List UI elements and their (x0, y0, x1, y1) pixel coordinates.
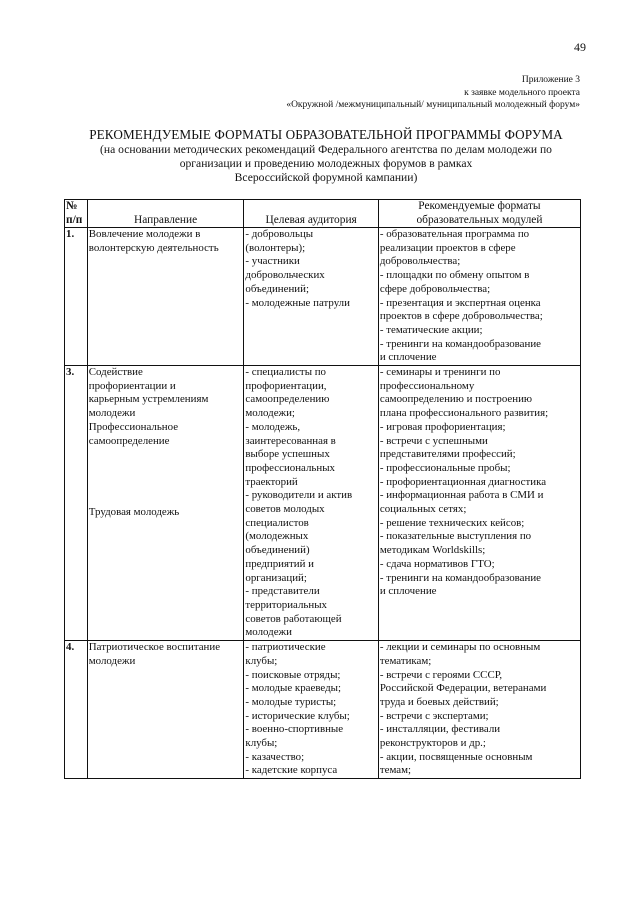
cell-line: - молодые краеведы; (245, 682, 341, 695)
row-audience (244, 641, 378, 779)
cell-line: - образовательная программа по (379, 228, 530, 240)
cell-line: - добровольцы (245, 228, 314, 240)
cell-line: Содействие (88, 366, 143, 379)
cell-line: Профессиональное (88, 420, 179, 433)
appendix-line: «Окружной /межмуниципальный/ муниципальный молодежный форум» (286, 100, 580, 110)
cell-line: - встречи с героями СССР, (379, 668, 503, 681)
row-number: 3. (65, 366, 88, 641)
cell-line: профориентации, (245, 379, 327, 392)
spacer (89, 448, 243, 477)
cell-line: молодежи (88, 654, 136, 667)
row-direction (87, 641, 244, 779)
cell-line: карьерным устремлениям (88, 393, 209, 406)
table-row (65, 641, 581, 779)
cell-line: профессиональных (245, 461, 335, 474)
spacer (89, 477, 243, 506)
row-direction (87, 228, 244, 366)
cell-line: - поисковые отряды; (245, 668, 341, 681)
cell-line: - информационная работа в СМИ и (379, 489, 544, 502)
header-formats (378, 200, 580, 228)
table-row (65, 228, 581, 366)
cell-line: - тренинги на командообразование (379, 337, 541, 350)
cell-line: - профессиональные пробы; (379, 461, 511, 474)
cell-line: молодежи (245, 626, 292, 639)
page-number: 49 (574, 40, 586, 54)
cell-line: труда и боевых действий; (379, 695, 499, 708)
header-formats-line: образовательных модулей (416, 213, 543, 226)
row-formats (378, 366, 580, 641)
cell-line: (молодежных (245, 530, 309, 543)
cell-line: траекторий (245, 475, 298, 488)
cell-line: - руководители и актив (245, 489, 353, 502)
cell-line: заинтересованная в (245, 434, 336, 447)
cell-line: Вовлечение молодежи в (88, 228, 201, 240)
cell-line: реконструкторов и др.; (379, 737, 486, 750)
cell-line: - решение технических кейсов; (379, 516, 525, 529)
row-direction (87, 366, 244, 641)
cell-line: (волонтеры); (245, 241, 306, 254)
document-heading (60, 127, 592, 185)
cell-line: представителями профессий; (379, 448, 516, 461)
cell-line: - специалисты по (245, 366, 327, 379)
cell-line: - участники (245, 255, 300, 268)
cell-line: специалистов (245, 516, 309, 529)
cell-line: Российской Федерации, ветеранами (379, 682, 547, 695)
cell-line: - сдача нормативов ГТО; (379, 557, 495, 570)
cell-line: сфере добровольчества; (379, 282, 491, 295)
document-title: РЕКОМЕНДУЕМЫЕ ФОРМАТЫ ОБРАЗОВАТЕЛЬНОЙ ПРОГРАММЫ ФОРУМА (89, 127, 563, 142)
cell-line: проектов в сфере добровольчества; (379, 310, 543, 323)
cell-line: Патриотическое воспитание (88, 641, 221, 654)
formats-table (64, 199, 581, 779)
cell-line: - представители (245, 585, 320, 598)
row-formats (378, 228, 580, 366)
cell-line: - площадки по обмену опытом в (379, 269, 530, 282)
cell-line: клубы; (245, 737, 278, 750)
cell-line: добровольческих (245, 269, 325, 282)
row-number: 4. (65, 641, 88, 779)
subtitle-line: (на основании методических рекомендаций Федерального агентства по делам молодежи по (100, 143, 552, 156)
cell-line: профессиональному (379, 379, 475, 392)
cell-line: молодежи; (245, 407, 295, 420)
subtitle-line: организации и проведению молодежных форумов в рамках (179, 157, 473, 170)
cell-line: самоопределению и построению (379, 393, 533, 406)
cell-line: территориальных (245, 598, 327, 611)
cell-line: - встречи с экспертами; (379, 709, 489, 722)
cell-line: объединений) (245, 544, 310, 557)
header-audience: Целевая аудитория (244, 200, 378, 228)
cell-line: и сплочение (379, 351, 437, 364)
cell-line: тематикам; (379, 654, 432, 667)
table-header-row (65, 200, 581, 228)
cell-line: социальных сетях; (379, 503, 467, 516)
row-formats (378, 641, 580, 779)
cell-line: - военно-спортивные (245, 723, 344, 736)
header-num-line: п/п (66, 213, 83, 226)
cell-line: - лекции и семинары по основным (379, 641, 541, 654)
header-direction: Направление (87, 200, 244, 228)
document-subtitle (60, 143, 592, 185)
cell-line: советов работающей (245, 612, 342, 625)
cell-line: - кадетские корпуса (245, 764, 338, 777)
cell-line: самоопределению (245, 393, 330, 406)
cell-line: и сплочение (379, 585, 437, 598)
cell-line: - показательные выступления по (379, 530, 532, 543)
cell-line: - встречи с успешными (379, 434, 488, 447)
cell-line: - исторические клубы; (245, 709, 350, 722)
cell-line: добровольчества; (379, 255, 461, 268)
cell-line: Трудовая молодежь (88, 506, 180, 519)
appendix-line: Приложение 3 (521, 75, 580, 85)
cell-line: - молодежные патрули (245, 296, 350, 309)
cell-line: - патриотические (245, 641, 326, 654)
cell-line: плана профессионального развития; (379, 407, 549, 420)
cell-line: - тематические акции; (379, 323, 483, 336)
row-audience (244, 366, 378, 641)
row-audience (244, 228, 378, 366)
appendix-line: к заявке модельного проекта (464, 87, 580, 98)
cell-line: советов молодых (245, 503, 325, 516)
cell-line: молодежи (88, 407, 136, 420)
cell-line: реализации проектов в сфере (379, 241, 516, 254)
header-num-line: № (66, 200, 78, 212)
cell-line: предприятий и (245, 557, 314, 570)
cell-line: - казачество; (245, 750, 305, 763)
cell-line: клубы; (245, 654, 278, 667)
cell-line: методикам Worldskills; (379, 544, 486, 557)
cell-line: объединений; (245, 282, 309, 295)
cell-line: - профориентационная диагностика (379, 475, 547, 488)
cell-line: - молодые туристы; (245, 695, 337, 708)
header-num (65, 200, 88, 228)
cell-line: темам; (379, 764, 412, 777)
cell-line: организаций; (245, 571, 307, 584)
cell-line: - семинары и тренинги по (379, 366, 501, 379)
cell-line: выборе успешных (245, 448, 330, 461)
cell-line: - акции, посвященные основным (379, 750, 533, 763)
cell-line: - игровая профориентация; (379, 420, 506, 433)
cell-line: - презентация и экспертная оценка (379, 296, 541, 309)
header-formats-line: Рекомендуемые форматы (418, 200, 541, 212)
cell-line: самоопределение (88, 434, 170, 447)
cell-line: волонтерскую деятельность (88, 241, 219, 254)
table-row (65, 366, 581, 641)
row-number: 1. (65, 228, 88, 366)
subtitle-line: Всероссийской форумной кампании) (234, 171, 418, 184)
cell-line: - молодежь, (245, 420, 301, 433)
cell-line: - инсталляции, фестивали (379, 723, 501, 736)
appendix-note (286, 74, 580, 112)
cell-line: профориентации и (88, 379, 176, 392)
cell-line: - тренинги на командообразование (379, 571, 541, 584)
